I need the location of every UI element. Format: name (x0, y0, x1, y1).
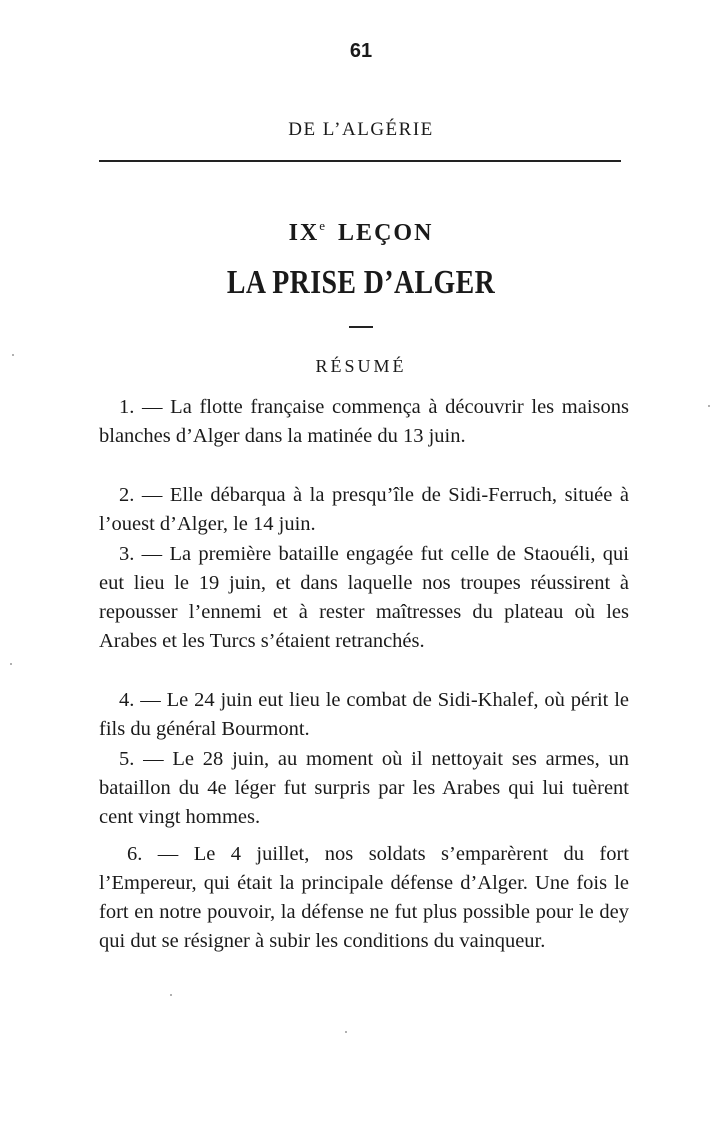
paragraph-5: 5. — Le 28 juin, au moment où il nettoyait ses armes, un bataillon du 4e léger fut surpris par les Arabes qui lui tuèrent cent vingt hommes. (99, 748, 629, 828)
scan-speck (345, 1031, 347, 1033)
lesson-superscript: e (319, 218, 328, 233)
scan-speck (12, 354, 14, 356)
running-head: DE L’ALGÉRIE (288, 119, 434, 140)
lesson-heading (0, 218, 722, 247)
scan-speck (170, 994, 172, 996)
section-heading: RÉSUMÉ (315, 356, 407, 376)
chapter-title: LA PRISE D’ALGER (226, 264, 496, 301)
paragraph-3: 3. — La première bataille engagée fut celle de Staouéli, qui eut lieu le 19 juin, et dans laquelle nos troupes réussirent à repousser l’ennemi et à rester maîtresses du plateau où les Arabes et les Turcs s’étaient retranchés. (99, 543, 629, 652)
page-number: 61 (349, 40, 373, 62)
scan-speck (708, 405, 710, 407)
title-separator (349, 326, 373, 328)
header-rule (99, 160, 621, 162)
paragraph-2: 2. — Elle débarqua à la presqu’île de Sidi-Ferruch, située à l’ouest d’Alger, le 14 juin. (99, 484, 629, 535)
lesson-word: LEÇON (338, 220, 434, 246)
lesson-numeral: IX (288, 220, 320, 246)
paragraph-4: 4. — Le 24 juin eut lieu le combat de Sidi-Khalef, où périt le fils du général Bourmont. (99, 689, 629, 740)
scan-speck (10, 663, 12, 665)
paragraph-6: 6. — Le 4 juillet, nos soldats s’emparèrent du fort l’Empereur, qui était la principale défense d’Alger. Une fois le fort en notre pouvoir, la défense ne fut plus possible pour le dey qui dut se résigner à subir les conditions du vainqueur. (99, 843, 629, 952)
paragraph-1: 1. — La flotte française commença à découvrir les maisons blanches d’Alger dans la matinée du 13 juin. (99, 396, 629, 447)
